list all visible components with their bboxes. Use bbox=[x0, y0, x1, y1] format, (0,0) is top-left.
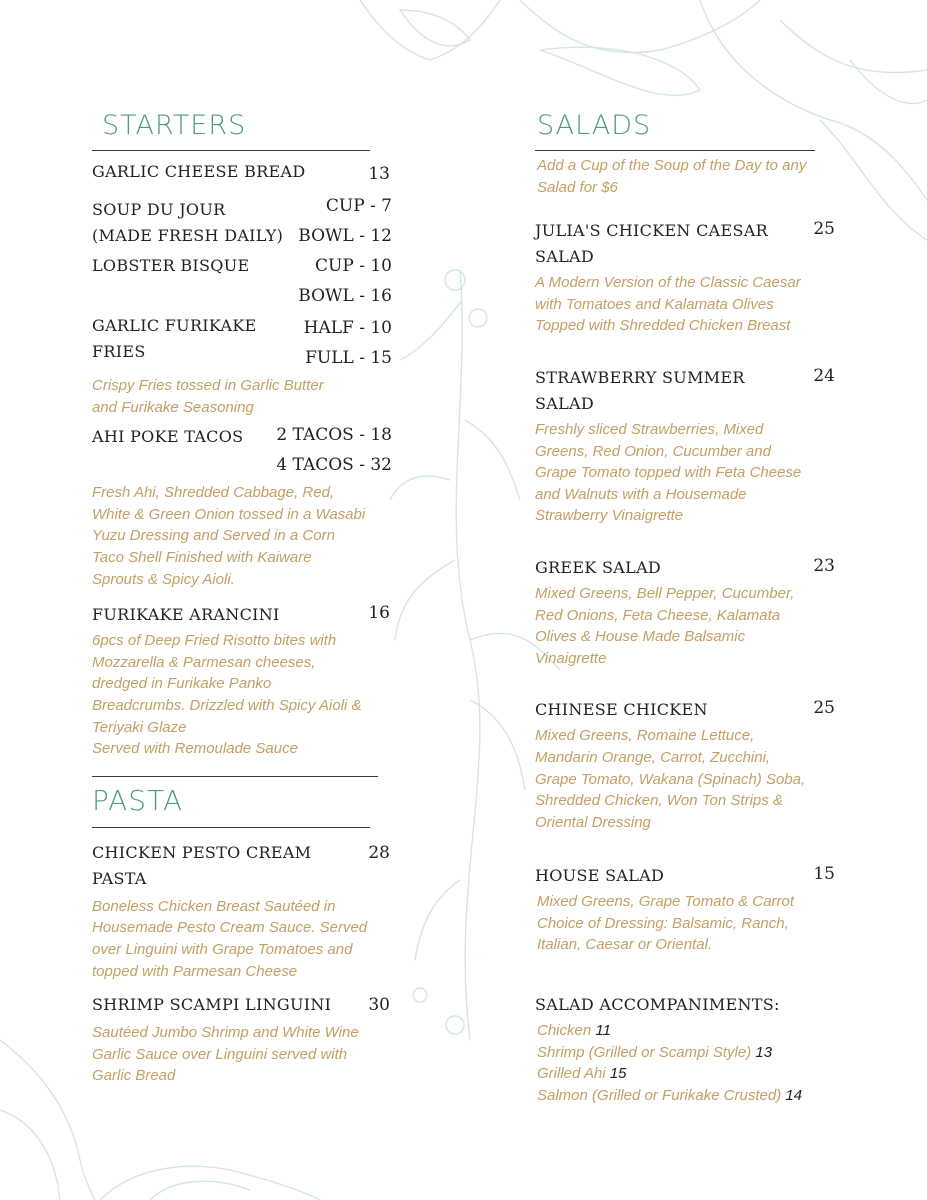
item-name: FURIKAKE ARANCINI bbox=[92, 605, 280, 625]
menu-item-garlic-cheese-bread bbox=[92, 159, 392, 189]
salad-accompaniments bbox=[535, 992, 835, 1106]
accompaniment-price: 13 bbox=[755, 1043, 773, 1061]
accompaniment-item: Shrimp (Grilled or Scampi Style) 13 bbox=[537, 1043, 773, 1061]
section-heading-starters: STARTERS bbox=[102, 110, 247, 141]
item-price: 25 bbox=[813, 219, 835, 240]
menu-item-chicken-pesto-cream-pasta bbox=[92, 840, 392, 982]
section-heading-pasta: PASTA bbox=[92, 783, 184, 817]
section-divider bbox=[92, 150, 370, 151]
item-name: GARLIC FURIKAKE FRIES bbox=[92, 316, 257, 361]
section-divider bbox=[535, 150, 815, 151]
right-column bbox=[535, 112, 835, 1106]
item-name: GREEK SALAD bbox=[535, 557, 662, 577]
item-price-half: HALF - 10 bbox=[303, 318, 392, 338]
item-name-cont: SALAD bbox=[535, 247, 595, 267]
item-price: 30 bbox=[368, 995, 390, 1016]
item-description: Sautéed Jumbo Shrimp and White Wine Garlic Sauce over Linguini served with Garlic Bread bbox=[92, 1024, 359, 1085]
accompaniment-price: 15 bbox=[609, 1065, 627, 1083]
item-price: 13 bbox=[368, 164, 390, 184]
item-price-full: FULL - 15 bbox=[305, 348, 392, 368]
item-description: Mixed Greens, Bell Pepper, Cucumber, Red Onions, Feta Cheese, Kalamata Olives & House Made Balsamic Vinaigrette bbox=[535, 584, 795, 667]
item-description: Mixed Greens, Romaine Lettuce, Mandarin Orange, Carrot, Zucchini, Grape Tomato, Wakana (Spinach) Soba, Shredded Chicken, Won Ton Strips & Oriental Dressing bbox=[535, 727, 806, 831]
menu-item-house-salad bbox=[535, 863, 835, 956]
item-name: LOBSTER BISQUE bbox=[92, 256, 250, 275]
menu-item-garlic-furikake-fries bbox=[92, 313, 392, 418]
item-name-note: (MADE FRESH DAILY) bbox=[92, 226, 284, 245]
item-name: GARLIC CHEESE BREAD bbox=[92, 162, 306, 181]
accompaniment-price: 11 bbox=[595, 1022, 611, 1040]
item-price: 16 bbox=[368, 603, 390, 624]
menu-item-furikake-arancini bbox=[92, 598, 392, 760]
item-name: CHINESE CHICKEN bbox=[535, 700, 708, 720]
item-price-4-tacos: 4 TACOS - 32 bbox=[276, 455, 392, 476]
item-description: A Modern Version of the Classic Caesar with Tomatoes and Kalamata Olives Topped with Shredded Chicken Breast bbox=[535, 274, 801, 335]
item-name: JULIA'S CHICKEN CAESAR bbox=[535, 221, 768, 241]
item-price: 24 bbox=[813, 365, 835, 386]
left-column bbox=[92, 112, 392, 1087]
item-price-cup: CUP - 10 bbox=[315, 256, 392, 276]
item-description: 6pcs of Deep Fried Risotto bites with Mozzarella & Parmesan cheeses, dredged in Furikake Panko Breadcrumbs. Drizzled with Spicy Aioli & Teriyaki Glaze Served with Remoulade Sauce bbox=[92, 632, 362, 758]
item-name: AHI POKE TACOS bbox=[92, 427, 244, 447]
menu-item-soup-du-jour bbox=[92, 191, 392, 251]
item-description: Freshly sliced Strawberries, Mixed Greens, Red Onion, Cucumber and Grape Tomato topped with Feta Cheese and Walnuts with a Housemade Strawberry Vinaigrette bbox=[535, 420, 802, 525]
menu-item-strawberry-summer-salad bbox=[535, 365, 835, 527]
accompaniment-price: 14 bbox=[785, 1086, 803, 1104]
item-price: 25 bbox=[813, 698, 835, 719]
menu-item-chinese-chicken bbox=[535, 697, 835, 833]
item-price-bowl: BOWL - 12 bbox=[298, 226, 392, 246]
item-price-bowl: BOWL - 16 bbox=[298, 286, 392, 306]
item-name: CHICKEN PESTO CREAM bbox=[92, 842, 312, 862]
section-divider bbox=[92, 776, 378, 777]
menu-item-ahi-poke-tacos bbox=[92, 420, 392, 590]
item-price: 28 bbox=[368, 842, 390, 863]
menu-item-greek-salad bbox=[535, 555, 835, 669]
salads-intro-note: Add a Cup of the Soup of the Day to any Salad for $6 bbox=[537, 157, 807, 196]
item-description: Mixed Greens, Grape Tomato & Carrot Choice of Dressing: Balsamic, Ranch, Italian, Caesar or Oriental. bbox=[537, 893, 795, 954]
item-name-cont: PASTA bbox=[92, 868, 147, 888]
item-price-cup: CUP - 7 bbox=[325, 196, 392, 216]
item-name: HOUSE SALAD bbox=[535, 866, 665, 886]
accompaniments-list bbox=[535, 1020, 835, 1106]
menu-item-shrimp-scampi-linguini bbox=[92, 990, 392, 1087]
item-name: SOUP DU JOUR bbox=[92, 200, 226, 219]
accompaniment-item: Salmon (Grilled or Furikake Crusted) 14 bbox=[537, 1086, 803, 1104]
item-description: Crispy Fries tossed in Garlic Butter and Furikake Seasoning bbox=[92, 377, 324, 416]
item-name: SHRIMP SCAMPI LINGUINI bbox=[92, 995, 332, 1015]
menu-item-lobster-bisque bbox=[92, 251, 392, 311]
menu-item-julias-chicken-caesar-salad bbox=[535, 218, 835, 337]
item-description: Boneless Chicken Breast Sautéed in Housemade Pesto Cream Sauce. Served over Linguini with Grape Tomatoes and topped with Parmesan Cheese bbox=[92, 897, 368, 980]
item-price-2-tacos: 2 TACOS - 18 bbox=[276, 425, 392, 446]
section-heading-salads: SALADS bbox=[537, 110, 652, 141]
accompaniment-item: Chicken 11 bbox=[537, 1022, 611, 1040]
item-price: 23 bbox=[813, 555, 835, 576]
accompaniment-item: Grilled Ahi 15 bbox=[537, 1065, 627, 1083]
accompaniments-heading: SALAD ACCOMPANIMENTS: bbox=[535, 995, 780, 1015]
section-divider bbox=[92, 827, 370, 828]
item-description: Fresh Ahi, Shredded Cabbage, Red, White & Green Onion tossed in a Wasabi Yuzu Dressing and Served in a Corn Taco Shell Finished with Kaiware Sprouts & Spicy Aioli. bbox=[92, 484, 366, 588]
item-name: STRAWBERRY SUMMER bbox=[535, 367, 745, 387]
item-price: 15 bbox=[813, 864, 835, 885]
item-name-cont: SALAD bbox=[535, 393, 595, 413]
